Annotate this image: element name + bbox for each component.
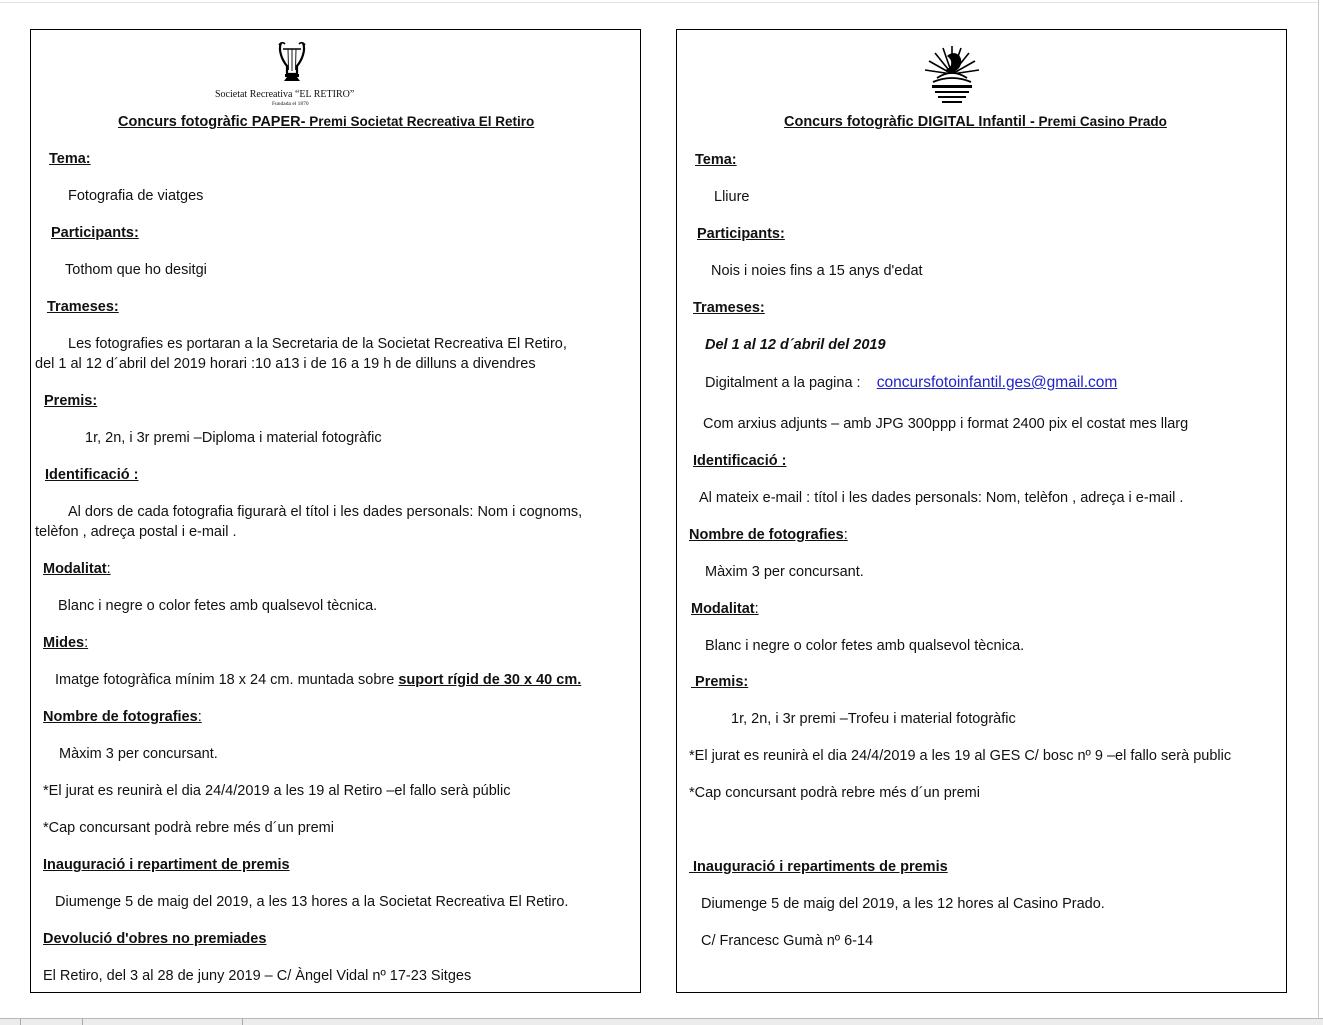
page-title xyxy=(118,113,534,131)
status-divider xyxy=(20,1019,21,1025)
section-heading-premis: Premis: xyxy=(44,393,98,409)
section-heading-mides xyxy=(43,634,88,652)
participants-text: Nois i noies fins a 15 anys d'edat xyxy=(711,263,923,279)
page-title xyxy=(784,113,1167,131)
mides-text-end: . xyxy=(577,672,582,688)
inauguracio-text: Diumenge 5 de maig del 2019, a les 13 hores a la Societat Recreativa El Retiro. xyxy=(55,894,569,910)
inauguracio-text: Diumenge 5 de maig del 2019, a les 12 hores al Casino Prado. xyxy=(701,896,1105,912)
mides-label: Mides xyxy=(43,635,85,651)
section-heading-inauguracio xyxy=(689,858,948,876)
section-heading-participants: Participants: xyxy=(51,225,139,241)
lyre-icon xyxy=(276,40,308,82)
premis-text: 1r, 2n, i 3r premi –Trofeu i material fotogràfic xyxy=(731,711,1016,727)
logo-caption: Societat Recreativa “EL RETIRO” xyxy=(215,89,355,100)
modalitat-label: Modalitat xyxy=(43,561,107,577)
modalitat-text: Blanc i negre o color fetes amb qualsevol tècnica. xyxy=(705,638,1025,654)
modalitat-label: Modalitat xyxy=(691,601,755,617)
section-heading-modalitat xyxy=(691,600,759,618)
participants-text: Tothom que ho desitgi xyxy=(65,262,207,278)
status-divider xyxy=(82,1019,83,1025)
identificacio-text: Al mateix e-mail : títol i les dades personals: Nom, telèfon , adreça i e-mail . xyxy=(699,490,1184,506)
adreca-text: C/ Francesc Gumà nº 6-14 xyxy=(701,933,874,949)
window-top-edge xyxy=(0,2,1319,3)
modalitat-colon: : xyxy=(106,561,111,577)
title-sponsor: Premi Casino Prado xyxy=(1034,114,1167,129)
premis-text: 1r, 2n, i 3r premi –Diploma i material fotogràfic xyxy=(85,430,382,446)
devolucio-text: El Retiro, del 3 al 28 de juny 2019 – C/ Àngel Vidal nº 17-23 Sitges xyxy=(43,968,472,984)
section-heading-trameses: Trameses: xyxy=(693,300,765,316)
cap-note: *Cap concursant podrà rebre més d´un premi xyxy=(43,820,334,836)
section-heading-participants: Participants: xyxy=(697,226,785,242)
jurat-note: *El jurat es reunirà el dia 24/4/2019 a les 19 al GES C/ bosc nº 9 –el fallo serà public xyxy=(689,748,1232,764)
digital-submission xyxy=(705,374,1117,392)
section-heading-tema: Tema: xyxy=(49,151,91,167)
nombre-label: Nombre de fotografies xyxy=(689,527,844,543)
section-heading-premis xyxy=(691,673,748,691)
nombre-colon: : xyxy=(197,709,202,725)
mides-text-plain: Imatge fotogràfica mínim 18 x 24 cm. muntada sobre xyxy=(55,672,399,688)
trameses-text-line-2: del 1 al 12 d´abril del 2019 horari :10 a13 i de 16 a 19 h de dilluns a divendres xyxy=(35,356,536,372)
email-link[interactable]: concursfotoinfantil.ges@gmail.com xyxy=(876,374,1118,391)
cap-note: *Cap concursant podrà rebre més d´un premi xyxy=(689,785,980,801)
nombre-text: Màxim 3 per concursant. xyxy=(59,746,218,762)
trameses-text-line-1: Les fotografies es portaran a la Secretaria de la Societat Recreativa El Retiro, xyxy=(68,336,567,352)
nombre-colon: : xyxy=(843,527,848,543)
status-divider xyxy=(242,1019,243,1025)
section-heading-nombre xyxy=(43,708,202,726)
jurat-note: *El jurat es reunirà el dia 24/4/2019 a les 19 al Retiro –el fallo serà públic xyxy=(43,783,511,799)
logo-subcaption: Fundada el 1870 xyxy=(272,101,309,107)
section-heading-nombre xyxy=(689,526,848,544)
title-main: Concurs fotogràfic PAPER- xyxy=(118,114,306,130)
tema-text: Lliure xyxy=(714,189,750,205)
premis-label: Premis: xyxy=(695,674,749,690)
casino-prado-emblem-icon xyxy=(923,44,981,106)
section-heading-identificacio: Identificació : xyxy=(693,453,787,469)
section-heading-trameses: Trameses: xyxy=(47,299,119,315)
left-flyer-panel xyxy=(30,29,641,993)
tema-text: Fotografia de viatges xyxy=(68,188,204,204)
section-heading-inauguracio: Inauguració i repartiment de premis xyxy=(43,857,290,873)
identificacio-text-line-1: Al dors de cada fotografia figurarà el títol i les dades personals: Nom i cognoms, xyxy=(68,504,583,520)
section-heading-modalitat xyxy=(43,560,111,578)
mides-text xyxy=(55,671,581,689)
identificacio-text-line-2: telèfon , adreça postal i e-mail . xyxy=(35,524,237,540)
modalitat-text: Blanc i negre o color fetes amb qualsevol tècnica. xyxy=(58,598,378,614)
mides-text-bold: suport rígid de 30 x 40 cm xyxy=(398,672,578,688)
section-heading-identificacio: Identificació : xyxy=(45,467,139,483)
status-bar-strip xyxy=(0,1018,1323,1025)
title-main: Concurs fotogràfic DIGITAL Infantil - xyxy=(784,114,1035,130)
trameses-dates: Del 1 al 12 d´abril del 2019 xyxy=(705,337,886,353)
nombre-text: Màxim 3 per concursant. xyxy=(705,564,864,580)
right-flyer-panel xyxy=(676,29,1287,993)
digital-label: Digitalment a la pagina : xyxy=(705,375,861,391)
nombre-label: Nombre de fotografies xyxy=(43,709,198,725)
section-heading-devolucio: Devolució d'obres no premiades xyxy=(43,931,267,947)
arxius-text: Com arxius adjunts – amb JPG 300ppp i format 2400 pix el costat mes llarg xyxy=(703,416,1189,432)
modalitat-colon: : xyxy=(754,601,759,617)
title-sponsor: Premi Societat Recreativa El Retiro xyxy=(305,114,535,129)
inauguracio-label: Inauguració i repartiments de premis xyxy=(693,859,948,875)
mides-colon: : xyxy=(84,635,89,651)
window-right-edge xyxy=(1318,0,1319,1018)
section-heading-tema: Tema: xyxy=(695,152,737,168)
